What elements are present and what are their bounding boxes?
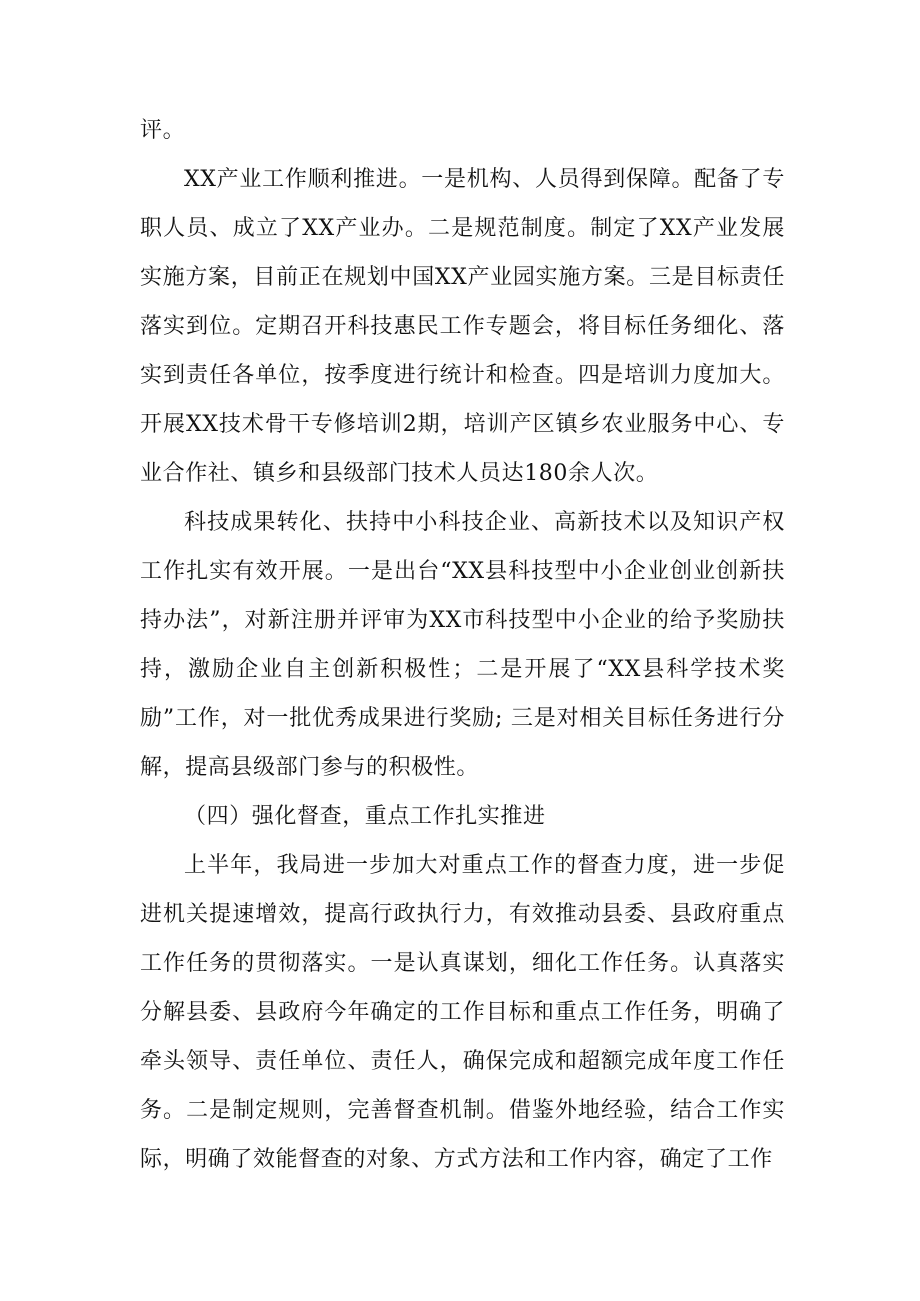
paragraph-continuation: 评。 [140, 118, 186, 143]
paragraph-tech-transfer: 科技成果转化、扶持中小科技企业、高新技术以及知识产权工作扎实有效开展。一是出台“XX县科技型中小企业创业创新扶持办法”，对新注册并评审为XX市科技型中小企业的给予奖励扶持，激励企业自主创新积极性；二是开展了“XX县科学技术奖励”工作，对一批优秀成果进行奖励; 三是对相关目标任务进行分解，提高县级部门参与的积极性。 [140, 510, 785, 780]
paragraph-industry-progress: XX产业工作顺利推进。一是机构、人员得到保障。配备了专职人员、成立了XX产业办。二是规范制度。制定了XX产业发展实施方案，目前正在规划中国XX产业园实施方案。三是目标责任落实到位。定期召开科技惠民工作专题会，将目标任务细化、落实到责任各单位，按季度进行统计和检查。四是培训力度加大。开展XX技术骨干专修培训2期，培训产区镇乡农业服务中心、专业合作社、镇乡和县级部门技术人员达180余人次。 [140, 167, 785, 486]
paragraph-supervision: 上半年，我局进一步加大对重点工作的督查力度，进一步促进机关提速增效，提高行政执行力，有效推动县委、县政府重点工作任务的贯彻落实。一是认真谋划，细化工作任务。认真落实分解县委、县政府今年确定的工作目标和重点工作任务，明确了牵头领导、责任单位、责任人，确保完成和超额完成年度工作任务。二是制定规则，完善督查机制。借鉴外地经验，结合工作实际，明确了效能督查的对象、方式方法和工作内容，确定了工作 [140, 853, 785, 1172]
section-heading-supervision: （四）强化督查，重点工作扎实推进 [184, 804, 546, 829]
